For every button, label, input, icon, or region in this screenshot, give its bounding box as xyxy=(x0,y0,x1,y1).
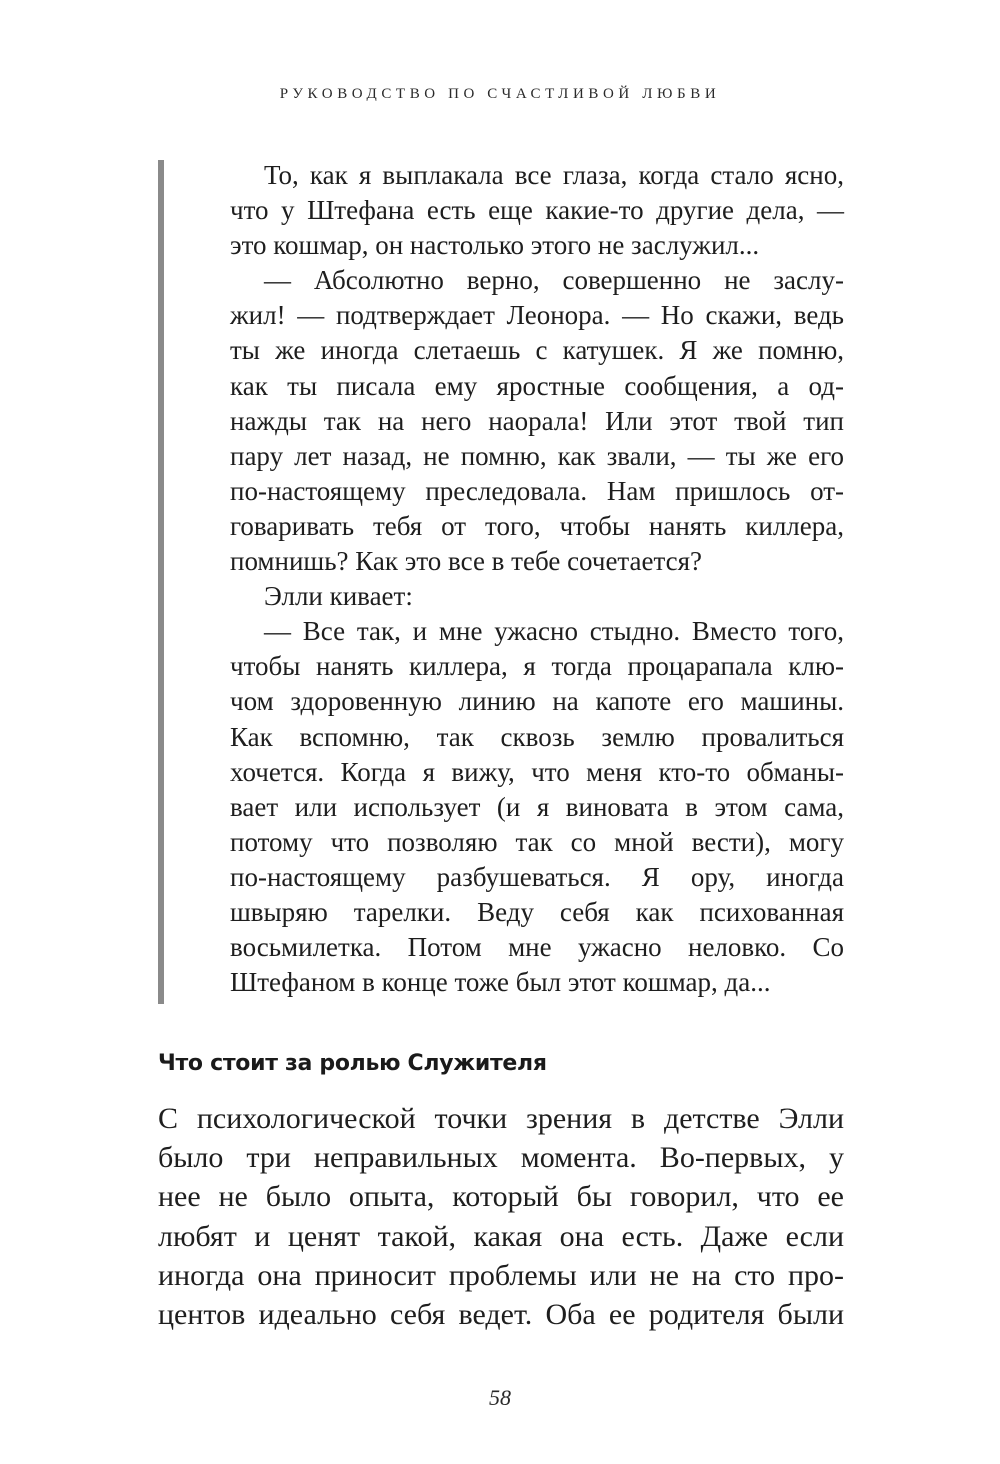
quote-line: ты же иногда слетаешь с катушек. Я же помню, xyxy=(230,335,844,366)
quote-line: вает или использует (и я виновата в этом сама, xyxy=(230,791,844,822)
quote-line: это кошмар, он настолько этого не заслужил... xyxy=(230,230,760,261)
quote-line: хочется. Когда я вижу, что меня кто-то обманы- xyxy=(230,756,844,787)
body-line: нее не было опыта, который бы говорил, что ее xyxy=(158,1180,844,1214)
quote-line: потому что позволяю так со мной вести), могу xyxy=(230,826,844,857)
body-paragraph xyxy=(158,1099,844,1334)
quote-line: пару лет назад, не помню, как звали, — ты же его xyxy=(230,440,844,471)
quote-line: Элли кивает: xyxy=(264,581,413,612)
quote-line: чом здоровенную линию на капоте его машины. xyxy=(230,686,844,717)
body-line: центов идеально себя ведет. Оба ее родителя были xyxy=(158,1297,844,1331)
quote-line: — Все так, и мне ужасно стыдно. Вместо того, xyxy=(264,616,844,647)
quote-line: нажды так на него наорала! Или этот твой тип xyxy=(230,405,844,436)
quote-line: швыряю тарелки. Веду себя как психованная xyxy=(230,896,844,927)
body-line: С психологической точки зрения в детстве Элли xyxy=(158,1102,844,1135)
quote-line: чтобы нанять киллера, я тогда процарапала клю- xyxy=(230,651,844,682)
quote-line: восьмилетка. Потом мне ужасно неловко. Со xyxy=(230,932,844,963)
quote-line: помнишь? Как это все в тебе сочетается? xyxy=(230,546,703,577)
quote-line: То, как я выплакала все глаза, когда стало ясно, xyxy=(264,160,844,190)
quote-line: что у Штефана есть еще какие-то другие дела, — xyxy=(230,195,844,226)
dialogue-quote-block xyxy=(158,158,848,1004)
quote-line: по-настоящему преследовала. Нам пришлось от- xyxy=(230,475,844,506)
body-line: любят и ценят такой, какая она есть. Даже если xyxy=(158,1219,844,1253)
page-number: 58 xyxy=(489,1385,511,1410)
quote-line: жил! — подтверждает Леонора. — Но скажи, ведь xyxy=(230,300,844,331)
section-heading: Что стоит за ролью Служителя xyxy=(158,1051,547,1076)
quote-side-bar xyxy=(158,160,164,1004)
quote-line: по-настоящему разбушеваться. Я ору, иногда xyxy=(230,861,844,892)
quote-line: говаривать тебя от того, чтобы нанять киллера, xyxy=(230,510,844,541)
quote-line: Штефаном в конце тоже был этот кошмар, да... xyxy=(230,967,771,998)
body-line: было три неправильных момента. Во-первых, у xyxy=(158,1141,844,1175)
quote-text xyxy=(230,158,844,1000)
quote-line: Как вспомню, так сквозь землю провалиться xyxy=(230,721,844,752)
quote-line: как ты писала ему яростные сообщения, а од- xyxy=(230,370,844,401)
body-line: иногда она приносит проблемы или не на сто про- xyxy=(158,1258,844,1292)
quote-line: — Абсолютно верно, совершенно не заслу- xyxy=(264,265,844,296)
running-head: РУКОВОДСТВО ПО СЧАСТЛИВОЙ ЛЮБВИ xyxy=(279,86,721,102)
